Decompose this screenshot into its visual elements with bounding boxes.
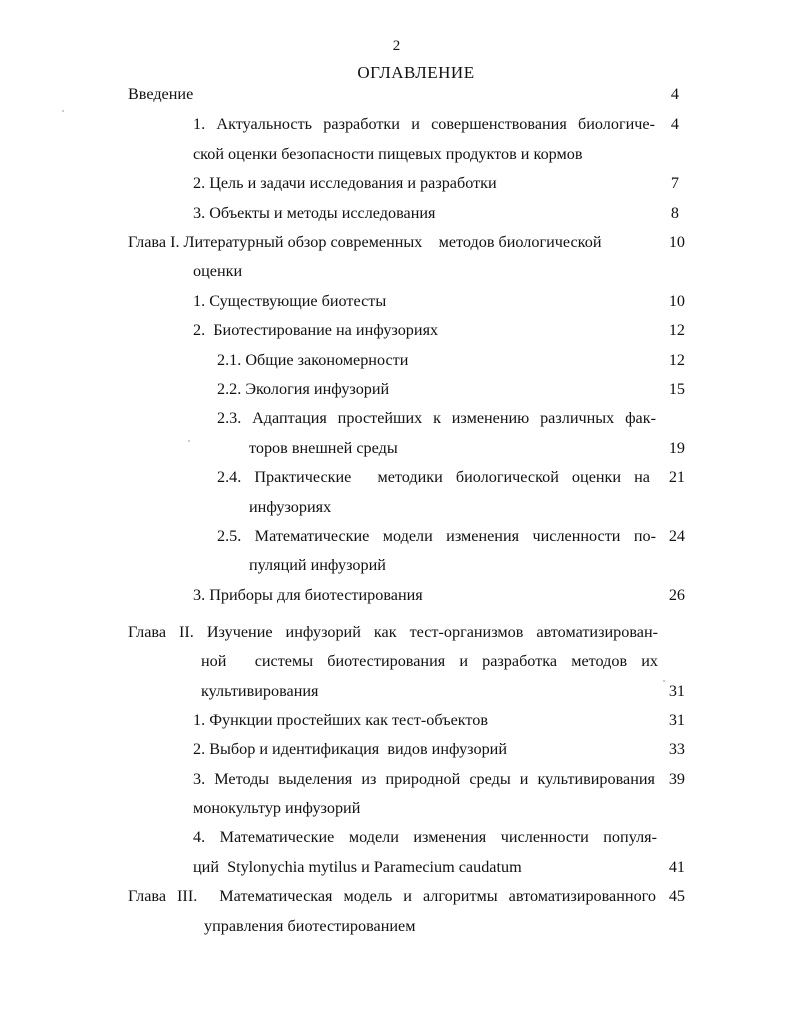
toc-entry-text: 2.3. Адаптация простейших к изменению различных фак- [217,409,656,427]
toc-entry-text: 2.4. Практические методики биологической оценки на [217,468,650,486]
toc-entry-text: 2.5. Математические модели изменения численности по- [217,527,656,545]
toc-page-number: 4 [670,115,679,133]
toc-entry-text: оценки [193,262,243,280]
toc-entry-text: управления биотестированием [204,917,416,935]
toc-entry-text: 3. Приборы для биотестирования [193,586,423,604]
toc-entry-text: инфузориях [249,498,332,516]
toc-entry-text: Глава II. Изучение инфузорий как тест-организмов автоматизирован- [128,623,658,641]
toc-page-number: 19 [668,439,685,457]
toc-entry-text: ской оценки безопасности пищевых продуктов и кормов [193,145,583,163]
toc-page-number: 15 [668,380,685,398]
toc-page-number: 24 [668,527,685,545]
toc-entry-text: 2. Биотестирование на инфузориях [193,321,439,339]
toc-entry-text: ной системы биотестирования и разработка методов их [201,652,658,670]
toc-entry-text: 2. Выбор и идентификация видов инфузорий [193,740,507,758]
toc-page-number: 10 [668,233,685,251]
scan-speck [188,440,190,442]
toc-entry-text: 2.2. Экология инфузорий [217,380,390,398]
toc-page-number: 31 [668,711,685,729]
toc-page-number: 45 [668,887,685,905]
toc-page-number: 31 [668,682,685,700]
scan-speck [62,110,64,112]
toc-entry-text: 3. Методы выделения из природной среды и культивирования [193,770,655,788]
toc-entry-text: торов внешней среды [249,439,398,457]
toc-page-number: 4 [670,85,679,103]
toc-page-number: 12 [668,351,685,369]
toc-entry-text: культивирования [201,682,319,700]
toc-entry-text: 1. Актуальность разработки и совершенствования биологиче- [193,115,655,133]
toc-page-number: 33 [668,740,685,758]
toc-entry-text: 4. Математические модели изменения численности популя- [193,828,657,846]
toc-entry-text: 1. Существующие биотесты [193,292,387,310]
toc-entry-text: пуляций инфузорий [249,556,386,574]
toc-entry-text: монокультур инфузорий [193,799,361,817]
toc-page-number: 39 [668,770,685,788]
toc-page-number: 10 [668,292,685,310]
page-title: ОГЛАВЛЕНИЕ [357,63,475,82]
toc-page-number: 7 [670,174,679,192]
toc-page-number: 8 [670,204,679,222]
scan-speck [663,680,665,682]
toc-entry-text: 2.1. Общие закономерности [217,351,409,369]
toc-entry-text: ций Stylonychia mytilus и Paramecium caudatum [193,858,522,876]
toc-entry-text: Глава III. Математическая модель и алгоритмы автоматизированного [128,887,656,905]
page-number: 2 [392,38,401,54]
toc-page-number: 12 [668,321,685,339]
toc-entry-text: Введение [128,85,194,103]
toc-page-number: 41 [668,858,685,876]
toc-entry-text: 1. Функции простейших как тест-объектов [193,711,489,729]
toc-entry-text: 2. Цель и задачи исследования и разработки [193,174,497,192]
toc-entry-text: Глава I. Литературный обзор современных методов биологической [128,233,602,251]
toc-page-number: 26 [668,586,685,604]
toc-page-number: 21 [668,468,685,486]
toc-entry-text: 3. Объекты и методы исследования [193,204,436,222]
